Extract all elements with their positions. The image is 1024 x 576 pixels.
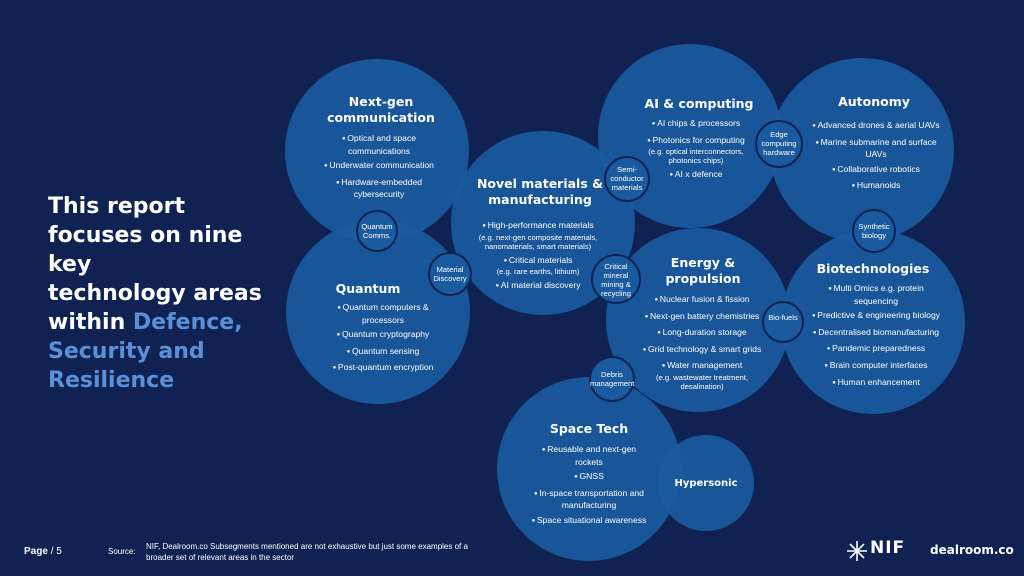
list-item: ● AI x defence xyxy=(636,169,756,182)
nif-star-icon xyxy=(846,540,868,562)
source-text: NIF, Dealroom.co Subsegments mentioned are not exhaustive but just some examples of a broader set of relevant areas in the sector xyxy=(146,542,468,562)
headline-line: focuses on nine key xyxy=(48,223,243,277)
overlap-label-synthetic-biology: Synthetic biology xyxy=(858,222,890,240)
area-items-space xyxy=(528,444,650,532)
area-items-novel xyxy=(472,220,604,297)
list-item: ● Critical materials (e.g. rare earths, lithium) xyxy=(472,255,604,277)
area-items-biotech xyxy=(806,283,946,393)
list-item: ● Long-duration storage xyxy=(642,327,762,340)
list-item: ● AI material discovery xyxy=(472,280,604,293)
list-item: ● Reusable and next-gen rockets xyxy=(528,444,650,467)
area-title-space: Space Tech xyxy=(549,421,629,436)
list-item: ● Post-quantum encryption xyxy=(318,362,448,375)
overlap-label-material-discovery: Material Discovery xyxy=(433,265,467,283)
area-title-autonomy: Autonomy xyxy=(838,94,910,109)
source-label: Source: xyxy=(108,547,136,556)
list-item: ● Advanced drones & aerial UAVs xyxy=(806,120,946,133)
headline-highlight: Resilience xyxy=(48,368,175,393)
headline-line: This report xyxy=(48,194,185,219)
list-item: ● In-space transportation and manufacturing xyxy=(528,488,650,511)
overlap-label-biofuels: Bio-fuels xyxy=(768,313,798,322)
area-title-ai: AI & computing xyxy=(644,96,754,111)
list-item: ● Humanoids xyxy=(806,180,946,193)
list-item: ● Decentralised biomanufacturing xyxy=(806,327,946,340)
list-item: ● Predictive & engineering biology xyxy=(806,310,946,323)
list-item: ● GNSS xyxy=(528,471,650,484)
area-items-energy xyxy=(642,294,762,395)
list-item: ● Quantum computers & processors xyxy=(318,302,448,325)
list-item: ● Collaborative robotics xyxy=(806,164,946,177)
overlap-label-debris: Debris management xyxy=(590,370,635,388)
area-title-nextgen: Next-gen communication xyxy=(327,94,435,125)
list-item: ● Nuclear fusion & fission xyxy=(642,294,762,307)
area-items-autonomy xyxy=(806,120,946,197)
overlap-biofuels xyxy=(763,302,803,342)
list-item: ● Underwater communication xyxy=(312,160,446,173)
list-item: ● Optical and space communications xyxy=(312,133,446,156)
area-items-nextgen xyxy=(312,133,446,204)
list-item: ● Quantum cryptography xyxy=(318,329,448,342)
list-item: ● Quantum sensing xyxy=(318,346,448,359)
overlap-label-critical-mineral: Critical mineral mining & recycling xyxy=(601,262,631,298)
area-items-ai xyxy=(636,118,756,186)
page-number: Page / 5 xyxy=(24,546,62,557)
list-item: ● Hardware-embedded cybersecurity xyxy=(312,177,446,200)
list-item: ● Grid technology & smart grids xyxy=(642,344,762,357)
area-title-energy: Energy & propulsion xyxy=(665,255,741,286)
list-item: ● Photonics for computing (e.g. optical interconnectors, photonics chips) xyxy=(636,135,756,166)
overlap-label-semiconductor: Semi-conductor materials xyxy=(610,165,644,192)
headline-highlight: Defence, xyxy=(132,310,243,335)
area-title-novel: Novel materials & manufacturing xyxy=(476,176,604,207)
list-item: ● High-performance materials (e.g. next-gen composite materials, nanomaterials, smart materials) xyxy=(472,220,604,251)
list-item: ● Brain computer interfaces xyxy=(806,360,946,373)
area-items-quantum xyxy=(318,302,448,379)
list-item: ● Next-gen battery chemistries xyxy=(642,311,762,324)
list-item: ● Human enhancement xyxy=(806,377,946,390)
list-item: ● Space situational awareness xyxy=(528,515,650,528)
list-item: ● AI chips & processors xyxy=(636,118,756,131)
list-item: ● Marine submarine and surface UAVs xyxy=(806,137,946,160)
area-title-biotech: Biotechnologies xyxy=(816,261,930,276)
headline-line: within Defence, xyxy=(48,310,243,335)
list-item: ● Water management (e.g. wastewater treatment, desalination) xyxy=(642,360,762,391)
area-title-quantum: Quantum xyxy=(335,281,401,296)
overlap-label-quantum-comms: Quantum Comms. xyxy=(361,222,393,240)
list-item: ● Multi Omics e.g. protein sequencing xyxy=(806,283,946,306)
list-item: ● Pandemic preparedness xyxy=(806,343,946,356)
headline-line: technology areas xyxy=(48,281,262,306)
overlap-label-edge-computing: Edge computing hardware xyxy=(761,130,797,157)
logo-nif: NIF xyxy=(870,538,906,558)
logo-dealroom: dealroom.co xyxy=(930,543,1014,557)
area-title-hypersonic: Hypersonic xyxy=(674,478,738,489)
headline-highlight: Security and xyxy=(48,339,205,364)
